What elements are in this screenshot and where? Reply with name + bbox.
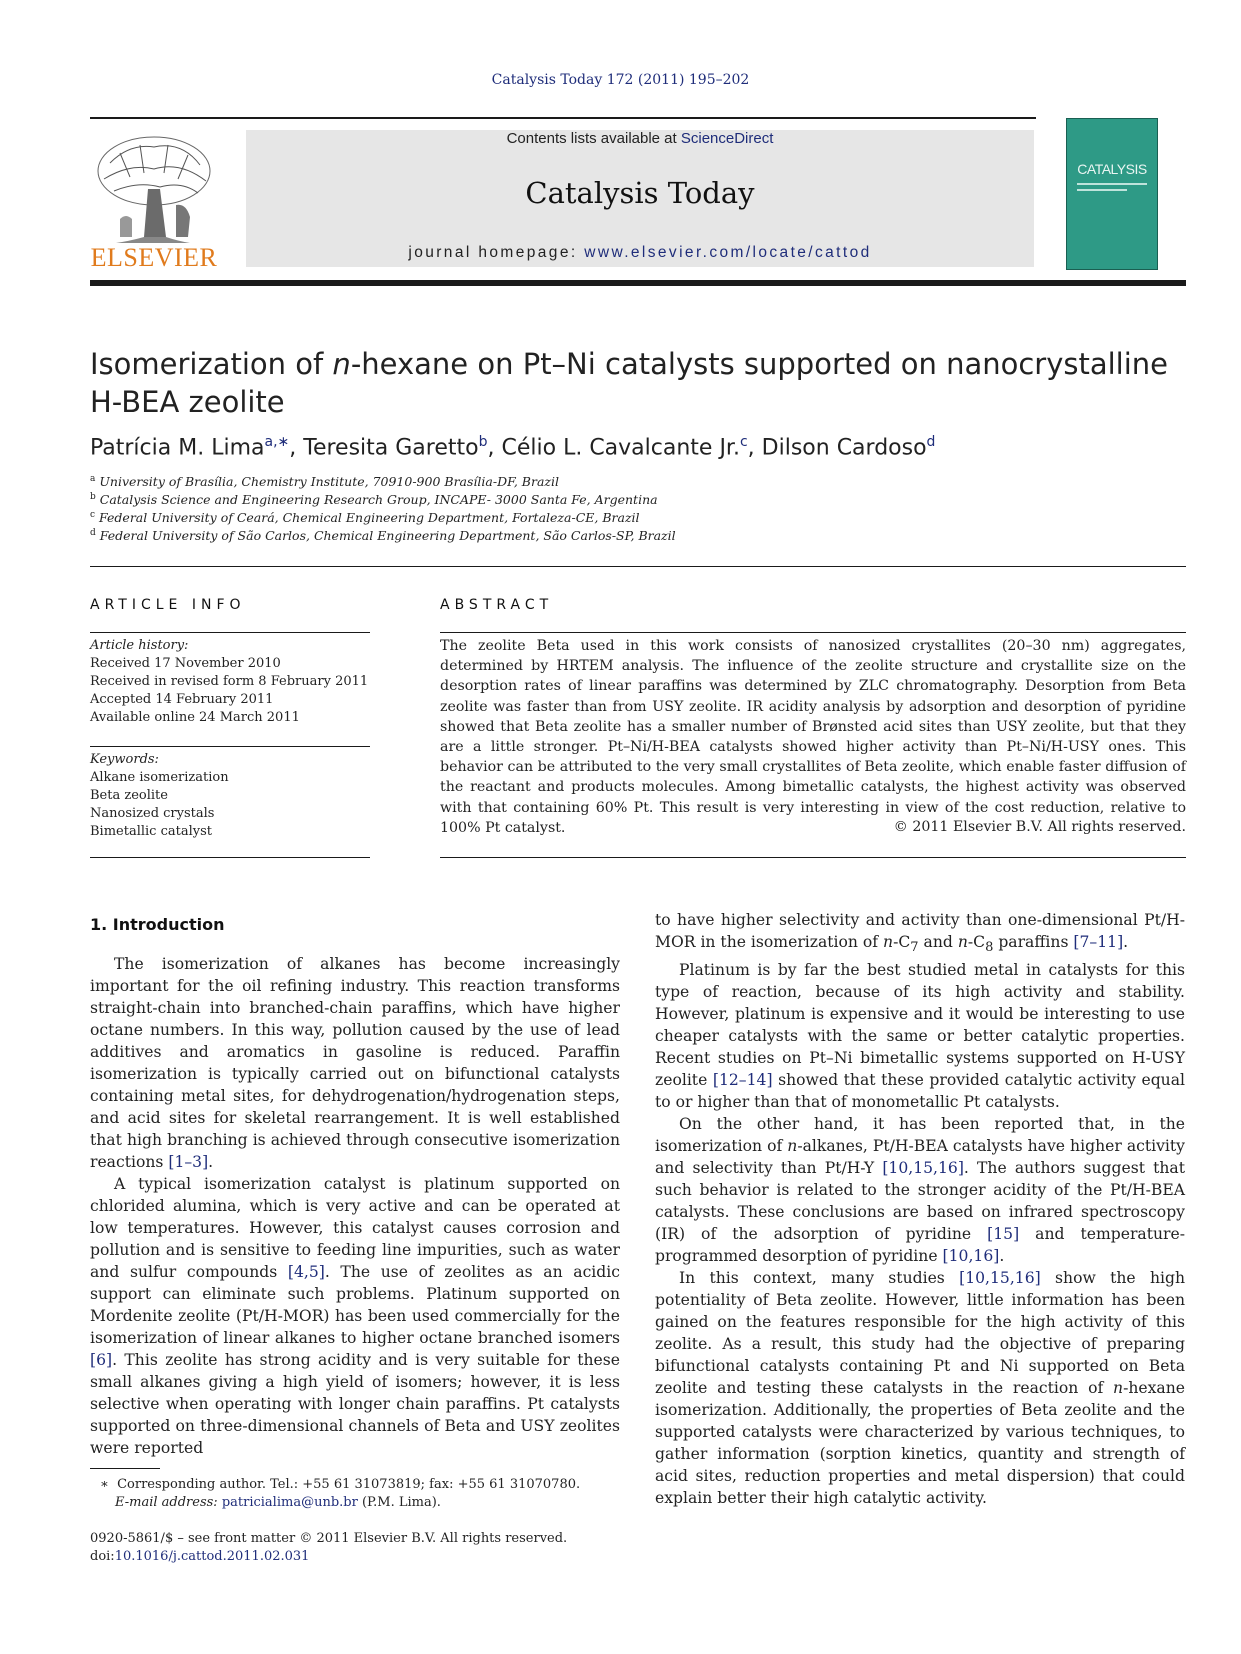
paragraph-text: -alkanes, Pt/H-BEA catalysts have higher activity and selectivity than Pt/H-Y bbox=[655, 1137, 1185, 1178]
italic-text: n bbox=[1113, 1379, 1124, 1398]
affiliation bbox=[90, 474, 559, 489]
article-title bbox=[90, 345, 1190, 421]
article-info-rule bbox=[90, 746, 370, 747]
title-part: H-BEA zeolite bbox=[90, 385, 285, 419]
history-item: Received 17 November 2010 bbox=[90, 656, 281, 671]
elsevier-logo[interactable] bbox=[90, 133, 218, 273]
issn-line: 0920-5861/$ – see front matter © 2011 Elsevier B.V. All rights reserved. bbox=[90, 1531, 568, 1546]
history-item: Accepted 14 February 2011 bbox=[90, 692, 274, 707]
abstract-heading: ABSTRACT bbox=[440, 597, 554, 613]
email-note bbox=[115, 1494, 441, 1512]
italic-text: n bbox=[883, 933, 894, 951]
paragraph-text: and bbox=[918, 933, 958, 951]
paragraph-text: . bbox=[208, 1153, 214, 1171]
cover-decoration bbox=[1077, 189, 1127, 191]
subscript: 7 bbox=[910, 940, 919, 956]
journal-citation[interactable]: Catalysis Today 172 (2011) 195–202 bbox=[491, 72, 750, 88]
italic-text: n bbox=[957, 933, 968, 951]
section-rule bbox=[90, 566, 1186, 567]
paragraph-text: . bbox=[1123, 933, 1129, 951]
article-history-label: Article history: bbox=[90, 638, 189, 653]
article-history bbox=[90, 637, 368, 727]
elsevier-tree-icon bbox=[90, 133, 218, 245]
citation-link[interactable]: [15] bbox=[987, 1225, 1020, 1244]
paragraph-text: A typical isomerization catalyst is platinum supported on chlorided alumina, which is very active and can be operated at low temperatures. However, this catalyst causes corrosion and pollution and is sensitive to feeding line impurities, such as water and sulfur compounds bbox=[90, 1175, 620, 1281]
homepage-prefix: journal homepage: bbox=[408, 244, 585, 261]
keywords bbox=[90, 751, 229, 841]
email-link[interactable]: patricialima@unb.br bbox=[221, 1495, 358, 1510]
author-name: Teresita Garetto bbox=[303, 435, 479, 461]
cover-decoration bbox=[1077, 183, 1147, 185]
affiliation-mark: c bbox=[90, 510, 96, 520]
journal-homepage-link[interactable]: www.elsevier.com/locate/cattod bbox=[584, 244, 872, 261]
article-info-heading: ARTICLE INFO bbox=[90, 597, 246, 613]
abstract-rule bbox=[440, 857, 1186, 858]
keyword: Bimetallic catalyst bbox=[90, 824, 212, 839]
citation-link[interactable]: [1–3] bbox=[168, 1153, 209, 1171]
abstract-rule bbox=[440, 632, 1186, 633]
paragraph bbox=[655, 909, 1185, 959]
article-info-rule bbox=[90, 632, 370, 633]
contents-prefix: Contents lists available at bbox=[506, 130, 681, 147]
paragraph-text: -hexane isomerization. Additionally, the properties of Beta zeolite and the supported catalysts were characterized by various techniques, to gather information (sorption kinetics, quantity and strength of acid sites, reduction properties and metal dispersion) that could explain better their high catalytic activity. bbox=[655, 1379, 1185, 1508]
paragraph-text: . This zeolite has strong acidity and is very suitable for these small alkanes giving a high yield of isomers; however, it is less selective when operating with longer chain paraffins. Pt catalysts supported on three-dimensional channels of Beta and USY zeolites were reported bbox=[90, 1351, 620, 1457]
keyword: Nanosized crystals bbox=[90, 806, 215, 821]
paragraph-text: showed that these provided catalytic activity equal to or higher than that of monometallic Pt catalysts. bbox=[655, 1071, 1185, 1112]
affiliation-text: University of Brasília, Chemistry Institute, 70910-900 Brasília-DF, Brazil bbox=[99, 474, 559, 490]
affiliation-text: Federal University of São Carlos, Chemical Engineering Department, São Carlos-SP, Brazil bbox=[99, 528, 676, 544]
doi-link[interactable]: 10.1016/j.cattod.2011.02.031 bbox=[114, 1549, 310, 1564]
paragraph-text: and temperature-programmed desorption of pyridine bbox=[655, 1225, 1185, 1266]
affiliation bbox=[90, 510, 640, 525]
citation-link[interactable]: [10,16] bbox=[942, 1247, 1000, 1266]
history-item: Received in revised form 8 February 2011 bbox=[90, 674, 369, 689]
paragraph bbox=[655, 1267, 1185, 1509]
body-column-right bbox=[655, 909, 1185, 1509]
email-label: E-mail address: bbox=[115, 1495, 218, 1510]
author-name: Célio L. Cavalcante Jr. bbox=[501, 435, 740, 461]
header-top-rule bbox=[90, 117, 1036, 119]
elsevier-wordmark: ELSEVIER bbox=[90, 243, 218, 272]
keyword: Alkane isomerization bbox=[90, 770, 229, 785]
section-heading-introduction: 1. Introduction bbox=[90, 915, 225, 934]
journal-homepage-line bbox=[246, 244, 1034, 262]
paragraph-text: On the other hand, it has been reported that, in the isomerization of bbox=[655, 1115, 1185, 1156]
affiliation-mark: b bbox=[90, 492, 96, 502]
paragraph-text: paraffins bbox=[993, 933, 1074, 951]
keywords-label: Keywords: bbox=[90, 752, 159, 767]
header-thick-rule bbox=[90, 280, 1186, 286]
citation-link[interactable]: [10,15,16] bbox=[882, 1159, 964, 1178]
paragraph-text: to have higher selectivity and activity than one-dimensional Pt/H-MOR in the isomerization of bbox=[655, 911, 1185, 951]
citation-link[interactable]: [10,15,16] bbox=[959, 1269, 1041, 1288]
paragraph bbox=[655, 959, 1185, 1113]
abstract-text: The zeolite Beta used in this work consists of nanosized crystallites (20–30 nm) aggregates, determined by HRTEM analysis. The influence of the zeolite structure and crystallite size on the desorption rates of linear paraffins was determined by ZLC chromatography. Desorption from Beta zeolite was faster than from USY zeolite. IR acidity analysis by adsorption and desorption of pyridine showed that Beta zeolite has a smaller number of Brønsted acid sites than USY zeolite, but that they are a little stronger. Pt–Ni/H-BEA catalysts showed higher activity than Pt–Ni/H-USY ones. This behavior can be attributed to the very small crystallites of Beta zeolite, which enable faster diffusion of the reactant and products molecules. Among bimetallic catalysts, the highest activity was observed with that containing 60% Pt. This result is very interesting in view of the cost reduction, relative to 100% Pt catalyst. bbox=[440, 638, 1186, 836]
author-name: Dilson Cardoso bbox=[761, 435, 927, 461]
title-part: Isomerization of bbox=[90, 347, 333, 381]
keyword: Beta zeolite bbox=[90, 788, 168, 803]
history-item: Available online 24 March 2011 bbox=[90, 710, 300, 725]
paragraph-text: In this context, many studies bbox=[679, 1269, 960, 1288]
affiliation bbox=[90, 492, 658, 507]
corresponding-author-note bbox=[100, 1476, 580, 1494]
paragraph-text: show the high potentiality of Beta zeolite. However, little information has been gained on the features responsible for the high activity of this zeolite. As a result, this study had the objective of preparing bifunctional catalysts containing Pt and Ni supported on Beta zeolite and testing these catalysts in the reaction of bbox=[655, 1269, 1185, 1398]
author-affiliation-mark[interactable]: c bbox=[739, 434, 748, 450]
paragraph-text: . bbox=[999, 1247, 1005, 1266]
article-info-rule bbox=[90, 857, 370, 858]
citation-link[interactable]: [4,5] bbox=[287, 1263, 325, 1281]
sciencedirect-link[interactable]: ScienceDirect bbox=[680, 130, 774, 147]
author-affiliation-mark[interactable]: a,∗ bbox=[264, 434, 290, 450]
paragraph bbox=[655, 1113, 1185, 1267]
paragraph-text: . The use of zeolites as an acidic support can eliminate such problems. Platinum supported on Mordenite zeolite (Pt/H-MOR) has been used commercially for the isomerization of linear alkanes to higher octane branched isomers bbox=[90, 1263, 620, 1347]
footnote-text: Corresponding author. Tel.: +55 61 31073819; fax: +55 61 31070780. bbox=[117, 1477, 581, 1492]
paragraph-text: Platinum is by far the best studied metal in catalysts for this type of reaction, because of its high activity and stability. However, platinum is expensive and it would be interesting to use cheaper catalysts with the same or better catalytic properties. Recent studies on Pt–Ni bimetallic systems supported on H-USY zeolite bbox=[655, 961, 1185, 1090]
body-column-left bbox=[90, 953, 620, 1459]
journal-name: Catalysis Today bbox=[525, 176, 755, 210]
author-separator: , bbox=[487, 435, 502, 461]
subscript: 8 bbox=[985, 940, 994, 956]
journal-cover-thumbnail[interactable] bbox=[1066, 118, 1158, 270]
affiliation bbox=[90, 528, 676, 543]
paragraph-text: -C bbox=[967, 933, 986, 951]
citation-link[interactable]: [12–14] bbox=[712, 1071, 773, 1090]
paragraph-text: The isomerization of alkanes has become increasingly important for the oil refining industry. This reaction transforms straight-chain into branched-chain paraffins, which have higher octane numbers. In this way, pollution caused by the use of lead additives and aromatics in gasoline is reduced. Paraffin isomerization is typically carried out on bifunctional catalysts containing metal sites, for dehydrogenation/hydrogenation steps, and acid sites for skeletal rearrangement. It is well established that high branching is achieved through consecutive isomerization reactions bbox=[90, 955, 620, 1171]
title-part: -hexane on Pt–Ni catalysts supported on nanocrystalline bbox=[350, 347, 1169, 381]
contents-line bbox=[246, 130, 1034, 147]
abstract-copyright: © 2011 Elsevier B.V. All rights reserved. bbox=[893, 819, 1186, 835]
title-italic: n bbox=[332, 347, 351, 381]
affiliation-mark: d bbox=[90, 528, 96, 538]
journal-header-box bbox=[246, 130, 1034, 267]
footnote-rule bbox=[90, 1468, 160, 1469]
paragraph-text: . The authors suggest that such behavior is related to the stronger acidity of the Pt/H-BEA catalysts. These conclusions are based on infrared spectroscopy (IR) of the adsorption of pyridine bbox=[655, 1159, 1185, 1244]
footnote-mark: ∗ bbox=[100, 1477, 109, 1492]
citation-link[interactable]: [6] bbox=[90, 1351, 113, 1369]
paragraph-text: -C bbox=[893, 933, 911, 951]
italic-text: n bbox=[787, 1137, 798, 1156]
cover-title: CATALYSIS bbox=[1077, 161, 1147, 177]
author-affiliation-mark[interactable]: b bbox=[478, 434, 488, 450]
affiliation-text: Catalysis Science and Engineering Research Group, INCAPE- 3000 Santa Fe, Argentina bbox=[99, 492, 658, 508]
footnote-text: (P.M. Lima). bbox=[357, 1495, 441, 1510]
doi-line bbox=[90, 1548, 309, 1566]
author-affiliation-mark[interactable]: d bbox=[926, 434, 936, 450]
affiliation-mark: a bbox=[90, 474, 96, 484]
author-separator: , bbox=[747, 435, 762, 461]
citation-link[interactable]: [7–11] bbox=[1073, 933, 1124, 951]
author-name: Patrícia M. Lima bbox=[90, 435, 265, 461]
doi-label: doi: bbox=[90, 1549, 115, 1564]
author-list bbox=[90, 434, 1190, 460]
paragraph bbox=[90, 953, 620, 1173]
paragraph bbox=[90, 1173, 620, 1459]
affiliation-text: Federal University of Ceará, Chemical Engineering Department, Fortaleza-CE, Brazil bbox=[99, 510, 640, 526]
author-separator: , bbox=[289, 435, 304, 461]
